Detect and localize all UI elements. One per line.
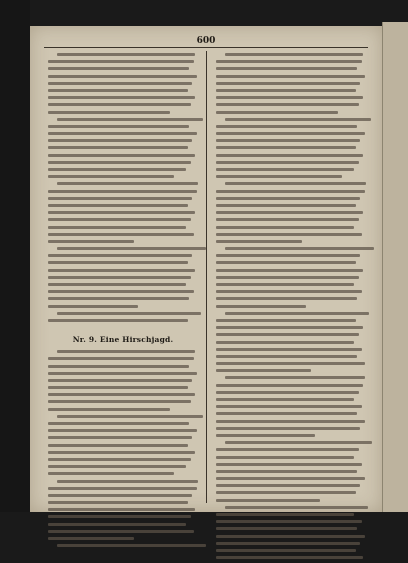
text-line — [216, 513, 354, 516]
text-line — [216, 89, 356, 92]
text-line — [216, 463, 362, 466]
text-line — [216, 369, 311, 372]
text-line — [48, 103, 191, 106]
right-column — [216, 53, 366, 563]
text-line — [216, 168, 354, 171]
text-line — [216, 341, 354, 344]
text-line — [48, 269, 195, 272]
text-line — [225, 376, 365, 379]
text-line — [216, 211, 363, 214]
text-line — [48, 319, 188, 322]
text-line — [216, 75, 365, 78]
text-line — [216, 427, 360, 430]
text-line — [216, 391, 359, 394]
text-line — [48, 290, 194, 293]
text-line — [225, 53, 363, 56]
text-line — [48, 67, 189, 70]
text-line — [216, 484, 360, 487]
column-divider — [206, 51, 207, 503]
text-line — [48, 537, 134, 540]
text-line — [48, 515, 191, 518]
text-line — [48, 487, 197, 490]
text-line — [225, 441, 372, 444]
text-line — [225, 182, 366, 185]
text-line — [216, 326, 363, 329]
book-gutter — [0, 0, 30, 512]
text-line — [216, 96, 363, 99]
text-line — [225, 506, 368, 509]
text-line — [216, 384, 363, 387]
text-line — [48, 393, 195, 396]
section-heading: Nr. 9. Eine Hirschjagd. — [72, 335, 174, 345]
text-line — [48, 96, 195, 99]
text-line — [48, 175, 174, 178]
text-line — [57, 312, 201, 315]
text-line — [216, 146, 356, 149]
header-rule — [44, 47, 368, 48]
text-line — [48, 429, 197, 432]
text-line — [48, 494, 192, 497]
text-line — [48, 125, 189, 128]
text-line — [216, 67, 357, 70]
text-line — [48, 139, 192, 142]
text-line — [48, 451, 195, 454]
text-line — [216, 362, 365, 365]
text-line — [216, 542, 360, 545]
text-line — [48, 168, 186, 171]
text-line — [216, 412, 357, 415]
facing-page-edge — [382, 22, 408, 512]
text-line — [48, 132, 197, 135]
text-line — [48, 444, 188, 447]
text-line — [57, 480, 198, 483]
text-line — [225, 312, 369, 315]
text-line — [216, 132, 365, 135]
text-line — [216, 405, 362, 408]
text-line — [48, 365, 189, 368]
text-line — [48, 408, 170, 411]
text-line — [216, 240, 302, 243]
text-line — [48, 240, 134, 243]
text-line — [225, 247, 374, 250]
text-line — [216, 305, 306, 308]
text-line — [216, 154, 363, 157]
text-line — [216, 111, 338, 114]
text-line — [48, 372, 197, 375]
text-line — [48, 276, 191, 279]
text-line — [216, 204, 356, 207]
text-line — [216, 319, 356, 322]
text-line — [48, 254, 192, 257]
text-line — [48, 218, 191, 221]
text-line — [57, 544, 206, 547]
text-line — [216, 261, 356, 264]
text-line — [216, 283, 354, 286]
text-line — [216, 226, 354, 229]
text-line — [216, 233, 362, 236]
text-line — [48, 530, 194, 533]
text-line — [48, 211, 195, 214]
text-line — [48, 508, 195, 511]
text-line — [216, 348, 362, 351]
text-line — [216, 420, 365, 423]
text-line — [48, 146, 188, 149]
text-line — [57, 53, 195, 56]
text-line — [48, 465, 186, 468]
text-line — [57, 350, 195, 353]
text-line — [216, 456, 354, 459]
text-line — [216, 103, 359, 106]
text-line — [216, 355, 357, 358]
text-line — [48, 400, 191, 403]
text-line — [216, 125, 357, 128]
text-line — [48, 436, 192, 439]
text-line — [48, 472, 174, 475]
text-line — [216, 556, 363, 559]
text-line — [216, 60, 362, 63]
text-line — [48, 283, 186, 286]
text-line — [216, 82, 360, 85]
page-number: 600 — [196, 36, 216, 46]
text-line — [216, 477, 365, 480]
text-line — [48, 501, 188, 504]
text-line — [48, 261, 188, 264]
text-line — [48, 523, 186, 526]
text-line — [48, 204, 188, 207]
text-line — [216, 448, 359, 451]
text-line — [48, 226, 186, 229]
text-line — [48, 422, 189, 425]
text-line — [48, 233, 194, 236]
text-line — [216, 276, 359, 279]
text-line — [216, 197, 360, 200]
text-line — [57, 415, 203, 418]
text-line — [216, 499, 320, 502]
text-line — [48, 297, 189, 300]
text-line — [48, 154, 195, 157]
text-line — [216, 254, 360, 257]
text-line — [57, 247, 206, 250]
text-line — [216, 297, 357, 300]
text-line — [216, 139, 360, 142]
text-line — [48, 379, 192, 382]
right-column-text-block — [216, 53, 366, 559]
text-line — [57, 182, 198, 185]
text-line — [216, 190, 365, 193]
text-line — [48, 386, 188, 389]
text-line — [216, 434, 315, 437]
text-line — [216, 290, 362, 293]
text-line — [216, 269, 363, 272]
text-line — [48, 305, 138, 308]
text-line — [216, 470, 357, 473]
magazine-page — [30, 26, 382, 512]
left-column — [48, 53, 198, 551]
left-column-text-block-a — [48, 53, 198, 322]
text-line — [216, 218, 359, 221]
text-line — [48, 75, 197, 78]
text-line — [48, 89, 188, 92]
left-column-text-block-b — [48, 350, 198, 547]
text-line — [48, 197, 192, 200]
text-line — [216, 535, 365, 538]
text-line — [216, 175, 342, 178]
text-line — [48, 357, 194, 360]
text-line — [216, 549, 356, 552]
text-line — [48, 458, 191, 461]
text-line — [216, 527, 357, 530]
text-line — [216, 398, 354, 401]
text-line — [48, 190, 197, 193]
text-line — [48, 60, 194, 63]
text-line — [216, 333, 359, 336]
text-line — [216, 161, 359, 164]
text-line — [48, 111, 170, 114]
text-line — [48, 161, 191, 164]
text-line — [216, 491, 356, 494]
text-line — [225, 118, 371, 121]
text-line — [48, 82, 192, 85]
text-line — [57, 118, 203, 121]
text-line — [216, 520, 362, 523]
